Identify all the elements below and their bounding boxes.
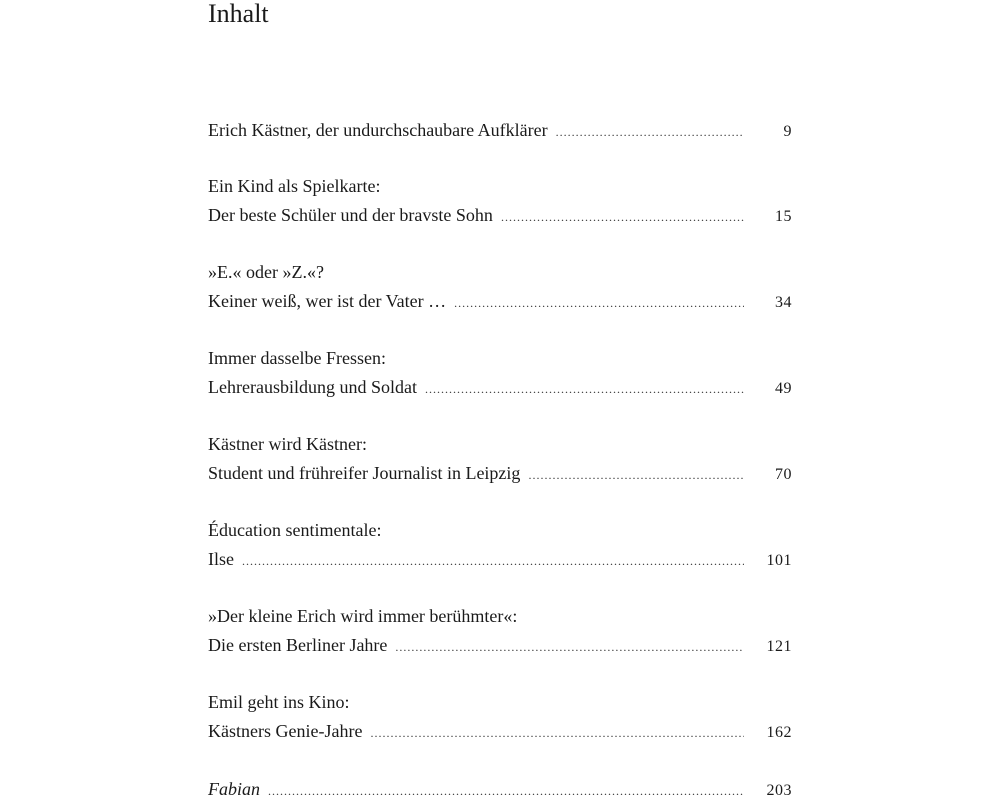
page-number: 9 xyxy=(783,123,792,140)
page-number: 203 xyxy=(766,782,792,799)
page-number: 49 xyxy=(775,380,792,397)
toc-entry xyxy=(208,516,792,575)
toc-line xyxy=(208,630,792,661)
page-number: 121 xyxy=(766,638,792,655)
toc-entry xyxy=(208,688,792,747)
toc-entry-heading: »E.« oder »Z.«? xyxy=(208,262,324,282)
toc-entry-heading: Emil geht ins Kino: xyxy=(208,692,350,712)
page-number: 70 xyxy=(775,466,792,483)
toc-line xyxy=(208,458,792,489)
toc-entry xyxy=(208,602,792,661)
toc-entry-heading: Éducation sentimentale: xyxy=(208,520,382,540)
toc-entry-heading: »Der kleine Erich wird immer berühmter«: xyxy=(208,606,518,626)
toc-entry-heading: Ein Kind als Spielkarte: xyxy=(208,176,381,196)
toc-entry-title: Der beste Schüler und der bravste Sohn xyxy=(208,205,493,225)
dot-leader xyxy=(395,630,744,658)
toc-entry xyxy=(208,774,792,805)
dot-leader xyxy=(242,544,744,572)
toc-entry-title: Kästners Genie-Jahre xyxy=(208,721,363,741)
page-number: 34 xyxy=(775,294,792,311)
toc-entry-title: Student und frühreifer Journalist in Leipzig xyxy=(208,463,521,483)
toc-entry xyxy=(208,430,792,489)
dot-leader xyxy=(556,115,744,143)
page-number: 15 xyxy=(775,208,792,225)
toc-line xyxy=(208,544,792,575)
toc-entry-title: Lehrerausbildung und Soldat xyxy=(208,377,417,397)
toc-line xyxy=(208,115,792,146)
toc-entry-title: Die ersten Berliner Jahre xyxy=(208,635,388,655)
dot-leader xyxy=(425,372,744,400)
toc-entry-title: Fabian xyxy=(208,779,260,799)
toc-entry-title: Ilse xyxy=(208,549,234,569)
toc-entry-title: Erich Kästner, der undurchschaubare Aufklärer xyxy=(208,120,548,140)
toc-line xyxy=(208,716,792,747)
toc-line xyxy=(208,372,792,403)
dot-leader xyxy=(454,286,744,314)
toc-line xyxy=(208,286,792,317)
page-number: 162 xyxy=(766,724,792,741)
toc-entry xyxy=(208,172,792,231)
toc-entry-heading: Kästner wird Kästner: xyxy=(208,434,367,454)
dot-leader xyxy=(370,716,744,744)
toc-line xyxy=(208,200,792,231)
toc-entry xyxy=(208,258,792,317)
page-title: Inhalt xyxy=(208,0,269,28)
toc-entry xyxy=(208,344,792,403)
toc-line xyxy=(208,774,792,805)
dot-leader xyxy=(501,200,744,228)
page-number: 101 xyxy=(766,552,792,569)
toc-entry xyxy=(208,115,792,146)
dot-leader xyxy=(268,774,744,802)
toc-entry-heading: Immer dasselbe Fressen: xyxy=(208,348,386,368)
dot-leader xyxy=(528,458,744,486)
toc-entry-title: Keiner weiß, wer ist der Vater … xyxy=(208,291,447,311)
